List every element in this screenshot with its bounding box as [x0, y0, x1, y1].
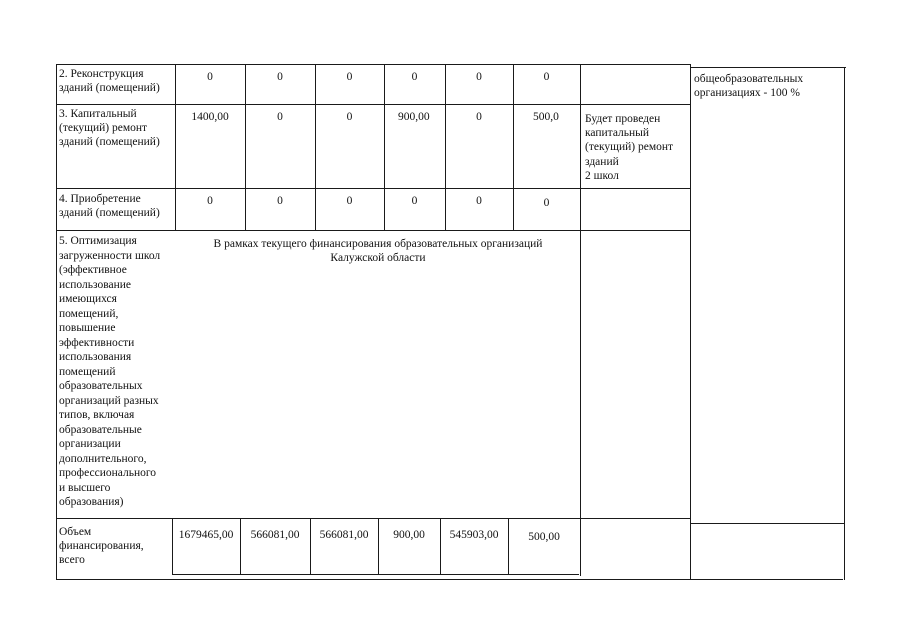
- row3-value-6: 500,0: [533, 111, 559, 123]
- row2-value-3: 0: [346, 71, 353, 83]
- total-value-4: 900,00: [393, 529, 425, 541]
- row2-value-1: 0: [207, 71, 213, 83]
- row-divider-5-total: [56, 518, 690, 519]
- row4-value-4: 0: [411, 195, 418, 207]
- result-text: общеобразовательных организациях - 100 %: [694, 73, 804, 100]
- row3-value-2: 0: [277, 111, 283, 123]
- row3-value-3: 0: [346, 111, 353, 123]
- row4-value-1: 0: [207, 195, 213, 207]
- row4-value-3: 0: [346, 195, 353, 207]
- table-border-left: [56, 64, 57, 580]
- col-divider-3-total: [378, 518, 379, 575]
- table-border-right: [844, 67, 845, 580]
- col-divider-note: [580, 64, 581, 576]
- row2-value-4: 0: [411, 71, 418, 83]
- row2-value-2: 0: [277, 71, 283, 83]
- total-value-1: 1679465,00: [178, 529, 234, 541]
- col-divider-1-total: [240, 518, 241, 575]
- row-divider-4-5: [56, 230, 690, 231]
- total-value-6: 500,00: [528, 531, 560, 543]
- col-divider-result: [690, 64, 691, 580]
- total-row-divider-right: [690, 523, 844, 524]
- total-cells-bottom: [172, 574, 579, 575]
- row2-value-6: 0: [543, 71, 550, 83]
- row4-value-2: 0: [277, 195, 283, 207]
- row-name-optimization: 5. Оптимизация загруженности школ (эффективное использование имеющихся помещений, повышение эффективности использования помещений образовательных организаций разных типов, включая образовательные организации дополнительного, профессионального и высшего образования): [59, 235, 161, 508]
- row4-value-6: 0: [543, 197, 550, 209]
- col-divider-2-total: [310, 518, 311, 575]
- row4-value-5: 0: [476, 195, 482, 207]
- row-divider-2-3: [56, 104, 690, 105]
- row-name-capital-repair: 3. Капитальный (текущий) ремонт зданий (помещений): [59, 108, 160, 149]
- total-value-2: 566081,00: [250, 529, 300, 541]
- col-divider-name-total: [172, 518, 173, 575]
- col-divider-5-total: [508, 518, 509, 575]
- total-value-5: 545903,00: [449, 529, 499, 541]
- row3-value-4: 900,00: [398, 111, 430, 123]
- total-value-3: 566081,00: [319, 529, 369, 541]
- row3-value-1: 1400,00: [191, 111, 229, 123]
- row5-merged-text: В рамках текущего финансирования образовательных организаций Калужской области: [213, 238, 543, 265]
- table-border-bottom: [56, 579, 843, 580]
- row2-value-5: 0: [476, 71, 482, 83]
- row-divider-3-4: [56, 188, 690, 189]
- row-name-acquisition: 4. Приобретение зданий (помещений): [59, 193, 160, 220]
- row3-note: Будет проведен капитальный (текущий) ремонт зданий 2 школ: [585, 113, 674, 182]
- table-border-top-left: [56, 64, 690, 65]
- table-border-top-right: [690, 67, 846, 68]
- total-row-name: Объем финансирования, всего: [59, 526, 144, 567]
- row-name-reconstruction: 2. Реконструкция зданий (помещений): [59, 68, 160, 95]
- row3-value-5: 0: [476, 111, 482, 123]
- col-divider-4-total: [440, 518, 441, 575]
